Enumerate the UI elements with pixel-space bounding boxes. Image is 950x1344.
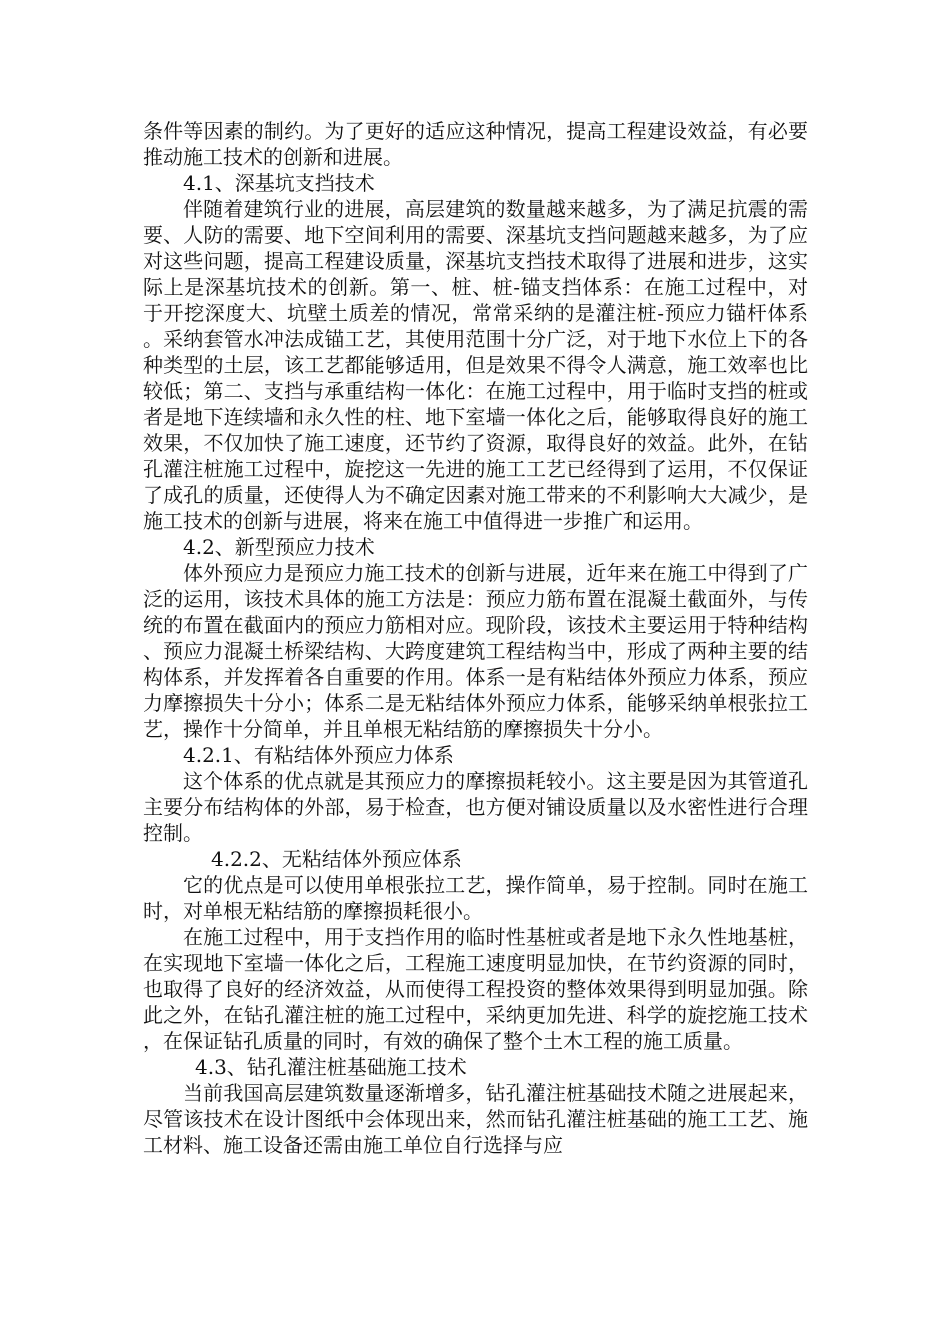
paragraph-prestress: 体外预应力是预应力施工技术的创新与进展，近年来在施工中得到了广泛的运用，该技术具体的施工方法是：预应力筋布置在混凝土截面外，与传统的布置在截面内的预应力筋相对应。现阶段，该技术主要运用于特种结构、预应力混凝土桥梁结构、大跨度建筑工程结构当中，形成了两种主要的结构体系，并发挥着各自重要的作用。体系一是有粘结体外预应力体系，预应力摩擦损失十分小；体系二是无粘结体外预应力体系，能够采纳单根张拉工艺，操作十分简单，并且单根无粘结筋的摩擦损失十分小。 [143,561,808,741]
paragraph-construction-process: 在施工过程中，用于支挡作用的临时性基桩或者是地下永久性地基桩，在实现地下室墙一体化之后，工程施工速度明显加快，在节约资源的同时，也取得了良好的经济效益，从而使得工程投资的整体效果得到明显加强。除此之外，在钻孔灌注桩的施工过程中，采纳更加先进、科学的旋挖施工技术，在保证钻孔质量的同时，有效的确保了整个土木工程的施工质量。 [143,925,808,1053]
document-page [143,118,808,1158]
section-heading-4-1: 4.1、深基坑支挡技术 [183,171,375,195]
paragraph-unbonded-system: 它的优点是可以使用单根张拉工艺，操作简单，易于控制。同时在施工时，对单根无粘结筋的摩擦损耗很小。 [143,873,808,923]
paragraph-continued: 条件等因素的制约。为了更好的适应这种情况，提高工程建设效益，有必要推动施工技术的创新和进展。 [143,119,808,169]
section-heading-4-3: 4.3、钻孔灌注桩基础施工技术 [195,1055,467,1079]
section-heading-4-2: 4.2、新型预应力技术 [183,535,375,559]
section-heading-4-2-1: 4.2.1、有粘结体外预应力体系 [183,743,454,767]
paragraph-bonded-system: 这个体系的优点就是其预应力的摩擦损耗较小。这主要是因为其管道孔主要分布结构体的外部，易于检查，也方便对铺设质量以及水密性进行合理控制。 [143,769,808,845]
section-heading-4-2-2: 4.2.2、无粘结体外预应体系 [211,847,462,871]
paragraph-bored-pile: 当前我国高层建筑数量逐渐增多，钻孔灌注桩基础技术随之进展起来，尽管该技术在设计图纸中会体现出来，然而钻孔灌注桩基础的施工工艺、施工材料、施工设备还需由施工单位自行选择与应 [143,1081,808,1157]
paragraph-deep-foundation: 伴随着建筑行业的进展，高层建筑的数量越来越多，为了满足抗震的需要、人防的需要、地下空间利用的需要、深基坑支挡问题越来越多，为了应对这些问题，提高工程建设质量，深基坑支挡技术取得了进展和进步，这实际上是深基坑技术的创新。第一、桩、桩-锚支挡体系：在施工过程中，对于开挖深度大、坑壁土质差的情况，常常采纳的是灌注桩-预应力锚杆体系。采纳套管水冲法成锚工艺，其使用范围十分广泛，对于地下水位上下的各种类型的土层，该工艺都能够适用，但是效果不得令人满意，施工效率也比较低；第二、支挡与承重结构一体化：在施工过程中，用于临时支挡的桩或者是地下连续墙和永久性的柱、地下室墙一体化之后，能够取得良好的施工效果，不仅加快了施工速度，还节约了资源，取得良好的效益。此外，在钻孔灌注桩施工过程中，旋挖这一先进的施工工艺已经得到了运用，不仅保证了成孔的质量，还使得人为不确定因素对施工带来的不利影响大大减少，是施工技术的创新与进展，将来在施工中值得进一步推广和运用。 [143,197,808,533]
